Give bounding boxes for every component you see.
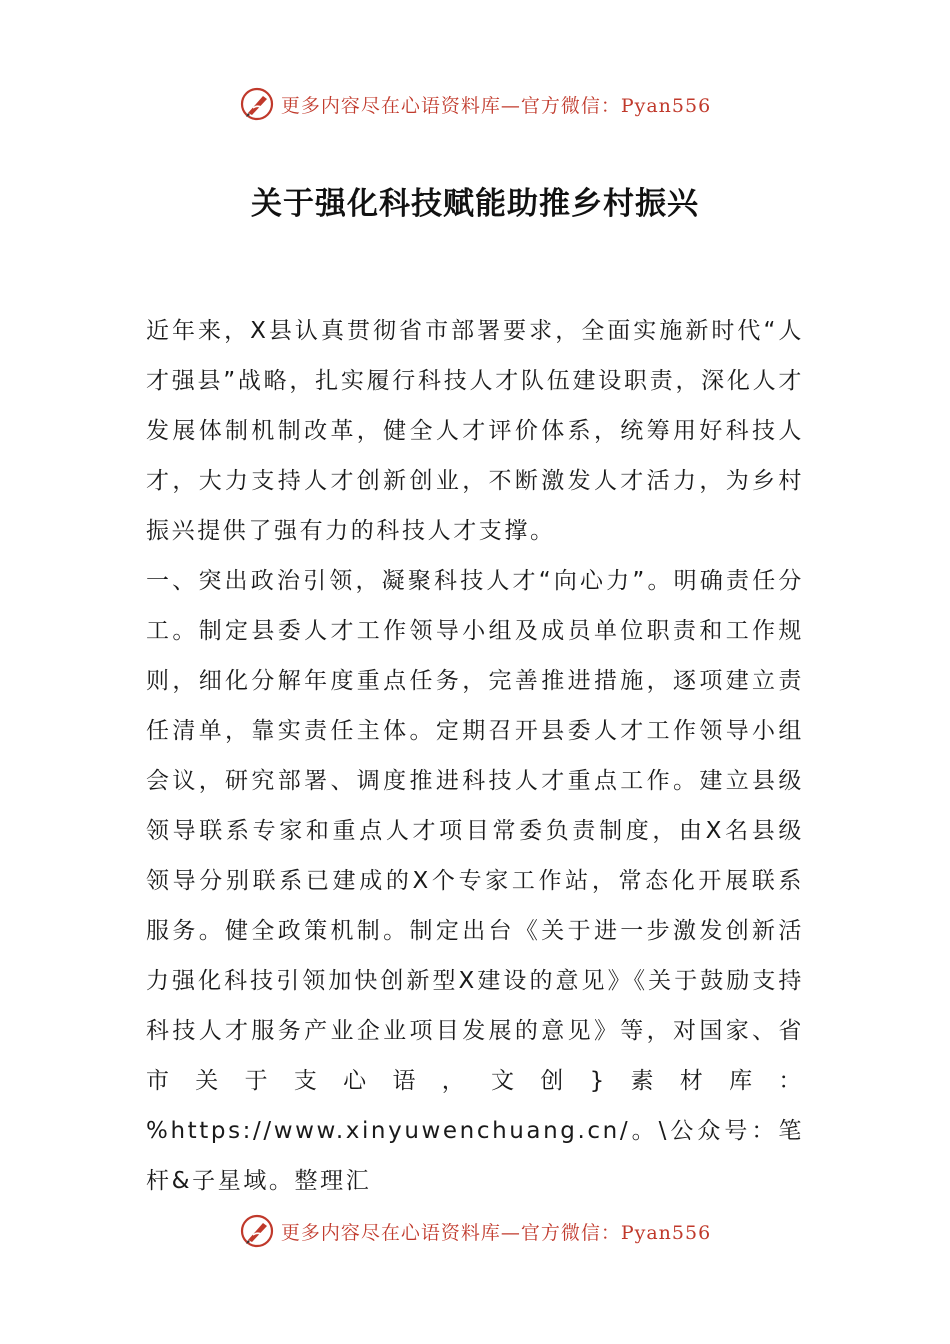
banner-main-text: 更多内容尽在心语资料库 xyxy=(280,94,501,117)
paragraph-intro: 近年来，X县认真贯彻省市部署要求，全面实施新时代“人才强县”战略，扎实履行科技人才队伍建设职责，深化人才发展体制机制改革，健全人才评价体系，统筹用好科技人才，大力支持人才创新创业，不断激发人才活力，为乡村振兴提供了强有力的科技人才支撑。 xyxy=(146,318,804,544)
banner-separator: — xyxy=(500,1221,521,1244)
banner-main-text: 更多内容尽在心语资料库 xyxy=(280,1221,501,1244)
banner-wechat-text: 官方微信：Pyan556 xyxy=(520,94,712,117)
banner-text xyxy=(281,1218,711,1245)
paragraph-section-one: 一、突出政治引领，凝聚科技人才“向心力”。明确责任分工。制定县委人才工作领导小组及成员单位职责和工作规则，细化分解年度重点任务，完善推进措施，逐项建立责任清单，靠实责任主体。定期召开县委人才工作领导小组会议，研究部署、调度推进科技人才重点工作。建立县级领导联系专家和重点人才项目常委负责制度，由X名县级领导分别联系已建成的X个专家工作站，常态化开展联系服务。健全政策机制。制定出台《关于进一步激发创新活力强化科技引领加快创新型X建设的意见》《关于鼓励支持科技人才服务产业企业项目发展的意见》等，对国家、省市关于支心语，文创}素材库：%https://www.xinyuwenchuang.cn/。\公众号：笔杆&子星域。整理汇 xyxy=(146,568,804,1194)
header-banner xyxy=(0,82,950,126)
banner-separator: — xyxy=(500,94,521,117)
banner-wechat-text: 官方微信：Pyan556 xyxy=(520,1221,712,1244)
document-title: 关于强化科技赋能助推乡村振兴 xyxy=(251,186,699,222)
document-body xyxy=(146,306,804,1206)
pen-logo-icon xyxy=(239,1213,275,1249)
footer-banner xyxy=(0,1209,950,1253)
pen-logo-icon xyxy=(239,86,275,122)
banner-text xyxy=(281,91,711,118)
